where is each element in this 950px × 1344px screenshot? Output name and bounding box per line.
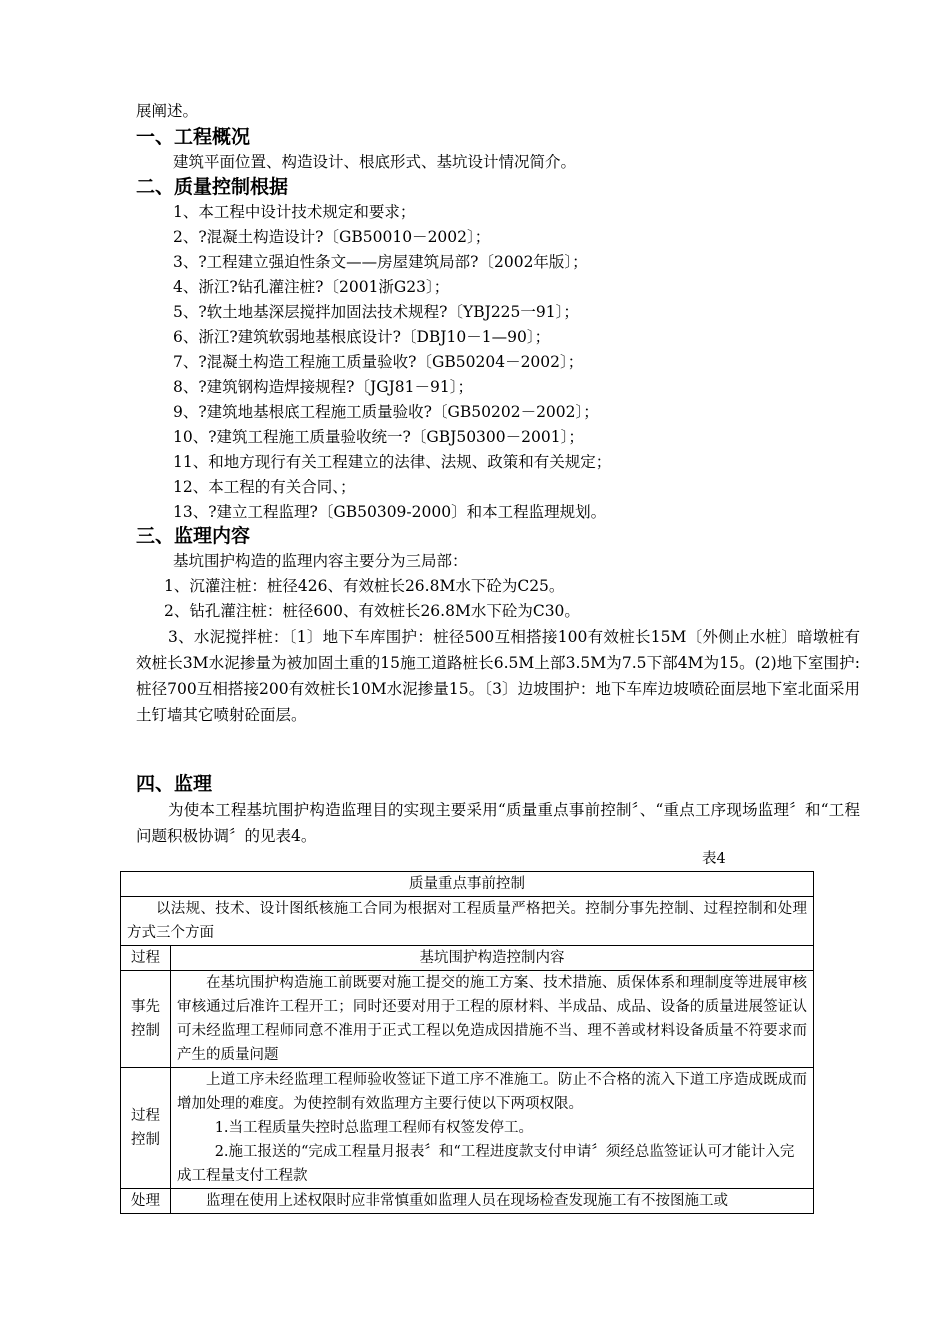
basis-item: 8、?建筑钢构造焊接规程?〔JGJ81－91〕； [173,378,473,396]
table-row [121,1189,814,1214]
content-item: 1、沉灌注桩：桩径426、有效桩长26.8M水下砼为C25。 [164,577,565,595]
section-heading-content: 三、监理内容 [136,525,251,547]
section-heading-quality-basis: 二、质量控制根据 [136,176,289,198]
basis-item: 12、本工程的有关合同、； [173,478,356,496]
table-title: 质量重点事前控制 [121,872,814,897]
basis-item: 4、浙江?钻孔灌注桩?〔2001浙G23〕； [173,278,450,296]
table-summary-cell [121,897,814,946]
basis-item: 13、?建立工程监理?〔GB50309-2000〕和本工程监理规划。 [173,503,607,521]
row-label: 过程控制 [121,1068,171,1189]
table-row [121,971,814,1068]
control-table [120,871,814,1214]
table-caption: 表4 [702,851,726,867]
basis-item: 2、?混凝土构造设计?〔GB50010－2002〕； [173,228,491,246]
basis-item: 10、?建筑工程施工质量验收统一?〔GBJ50300－2001〕； [173,428,584,446]
row-text: 上道工序未经监理工程师验收签证下道工序不准施工。防止不合格的流入下道工序造成既成而增加处理的难度。为使控制有效监理方主要行使以下两项权限。 [177,1072,807,1112]
row-text: 监理在使用上述权限时应非常慎重如监理人员在现场检查发现施工有不按图施工或 [206,1193,728,1209]
row-label: 事先控制 [121,971,171,1068]
basis-item: 9、?建筑地基根底工程施工质量验收?〔GB50202－2002〕； [173,403,599,421]
basis-item: 1、本工程中设计技术规定和要求； [173,203,416,221]
intro-tail: 展阐述。 [136,102,199,120]
basis-item: 11、和地方现行有关工程建立的法律、法规、政策和有关规定； [173,453,612,471]
table-summary-row [121,897,814,946]
basis-item: 5、?软土地基深层搅拌加固法技术规程?〔YBJ225一91〕； [173,303,579,321]
basis-item: 3、?工程建立强迫性条文——房屋建筑局部?〔2002年版〕； [173,253,588,271]
table-title-row [121,872,814,897]
row-subitem: 2.施工报送的“完成工程量月报表〞和“工程进度款支付申请〞须经总监签证认可才能计入完成工程量支付工程款 [177,1144,795,1184]
row-text: 在基坑围护构造施工前既要对施工提交的施工方案、技术措施、质保体系和理制度等进展审核审核通过后准许工程开工；同时还要对用于工程的原材料、半成品、成品、设备的质量进展签证认可未经监理工程师同意不准用于正式工程以免造成因措施不当、理不善或材料设备质量不符要求而产生的质量问题 [177,975,807,1063]
section-heading-overview: 一、工程概况 [136,126,251,148]
content-item-paragraph: 3、水泥搅拌桩：〔1〕地下车库围护：桩径500互相搭接100有效桩长15M〔外侧止水桩〕暗墩桩有效桩长3M水泥掺量为被加固土重的15施工道路桩长6.5M上部3.5M为7.5下部4M为15。(2)地下室围护:桩径700互相搭接200有效桩长10M水泥掺量15。〔3〕边坡围护：地下车库边坡喷砼面层地下室北面采用土钉墙其它喷射砼面层。 [136,628,860,724]
col-content-header: 基坑围护构造控制内容 [171,946,814,971]
basis-item: 6、浙江?建筑软弱地基根底设计?〔DBJ10－1—90〕； [173,328,551,346]
section-heading-supervision: 四、监理 [136,773,213,795]
table-summary: 以法规、技术、设计图纸核施工合同为根据对工程质量严格把关。控制分事先控制、过程控制和处理方式三个方面 [127,901,807,941]
row-content-cell [171,1189,814,1214]
table-header-row [121,946,814,971]
row-subitem: 1.当工程质量失控时总监理工程师有权签发停工。 [214,1120,534,1136]
content-intro: 基坑围护构造的监理内容主要分为三局部： [173,552,468,570]
supervision-paragraph: 为使本工程基坑围护构造监理目的实现主要采用“质量重点事前控制〞、“重点工序现场监理〞和“工程问题积极协调〞的见表4。 [136,801,860,845]
col-process-header: 过程 [121,946,171,971]
table-row [121,1068,814,1189]
row-label: 处理 [121,1189,171,1214]
row-content-cell [171,971,814,1068]
overview-body: 建筑平面位置、构造设计、根底形式、基坑设计情况简介。 [173,153,577,171]
basis-item: 7、?混凝土构造工程施工质量验收?〔GB50204－2002〕； [173,353,584,371]
row-content-cell [171,1068,814,1189]
content-item: 2、钻孔灌注桩：桩径600、有效桩长26.8M水下砼为C30。 [164,602,580,620]
